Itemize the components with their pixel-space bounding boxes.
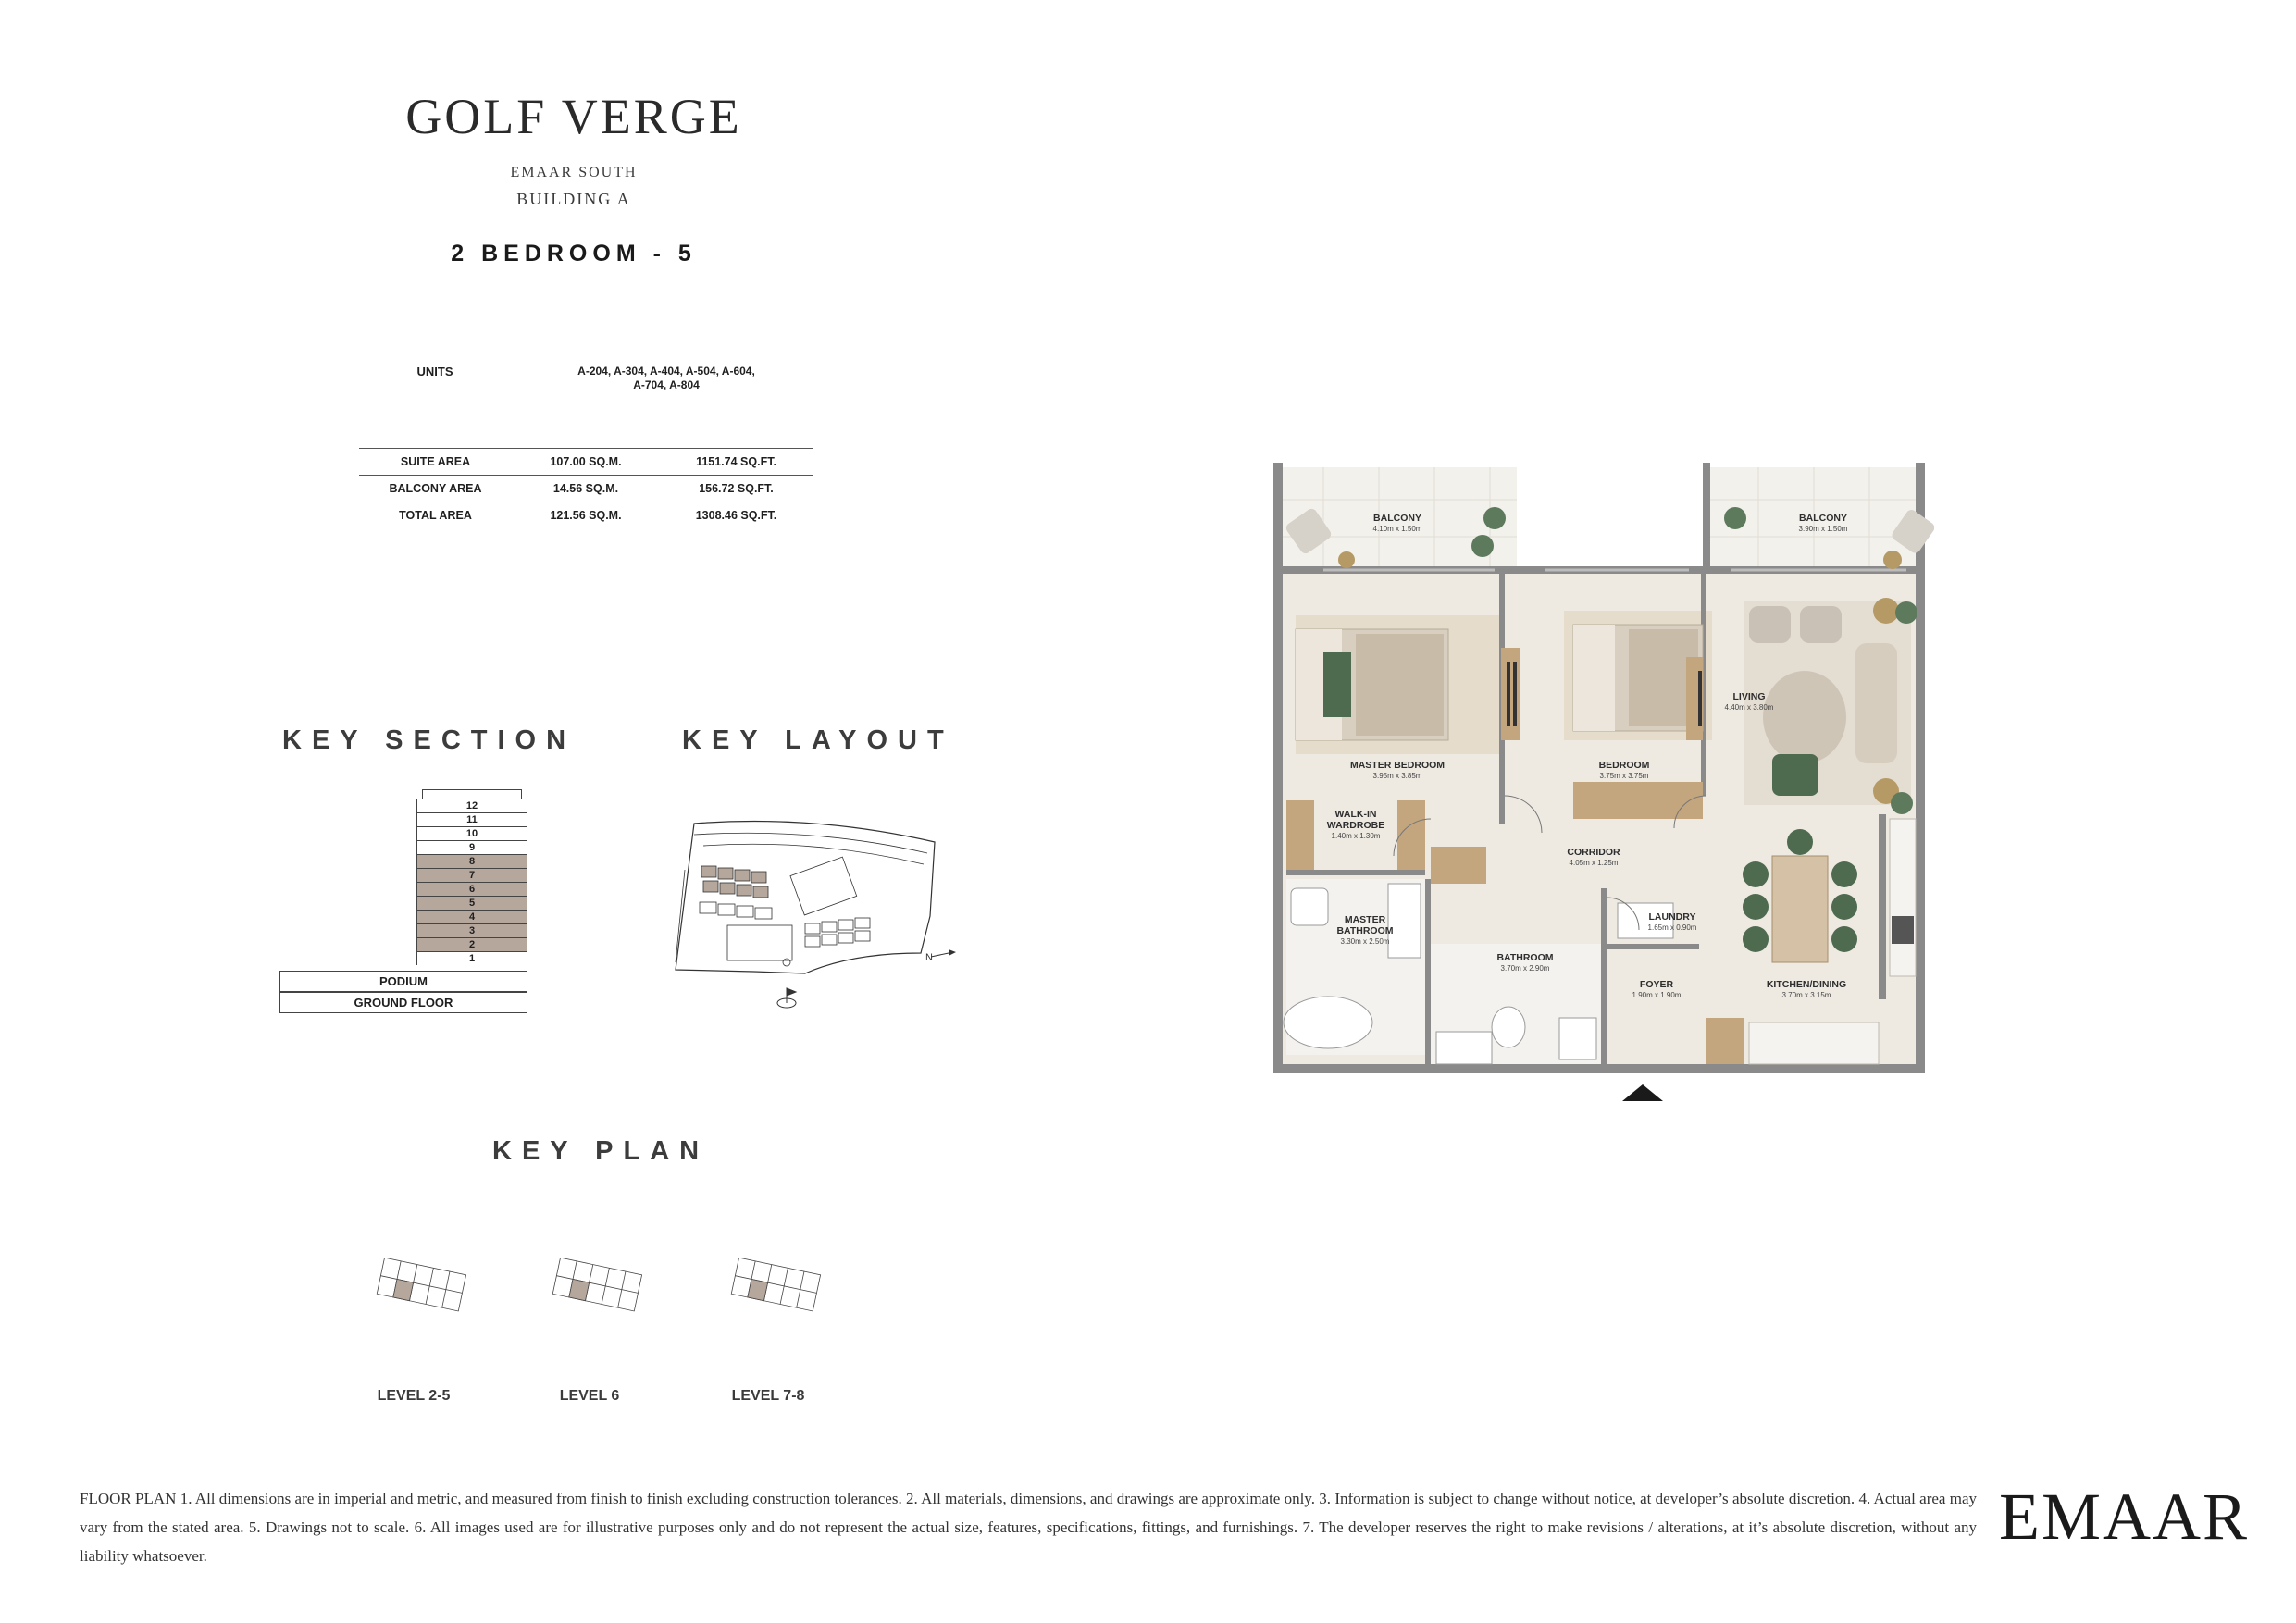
floor-level-row: 11 <box>416 812 527 826</box>
master-bathroom-label: BATHROOM <box>1336 925 1394 936</box>
key-section-heading: KEY SECTION <box>282 725 577 755</box>
ground-floor-row: GROUND FLOOR <box>279 992 527 1013</box>
floor-plan <box>1268 463 1934 1110</box>
laundry-label: LAUNDRY <box>1648 911 1696 923</box>
floor-level-row: 10 <box>416 826 527 840</box>
table-row <box>359 476 813 502</box>
north-arrow <box>925 949 956 963</box>
floor-level-row: 2 <box>416 937 527 951</box>
key-plan-heading: KEY PLAN <box>492 1136 710 1166</box>
master-bed <box>1296 629 1448 740</box>
master-bathroom-dim: 3.30m x 2.50m <box>1340 937 1390 946</box>
toilet-master <box>1291 888 1328 925</box>
area-label: SUITE AREA <box>359 449 512 476</box>
bathroom-dim: 3.70m x 2.90m <box>1500 964 1550 973</box>
level-label: LEVEL 7-8 <box>731 1388 805 1404</box>
floor-level-row: 8 <box>416 854 527 868</box>
key-plan-thumb-level-6 <box>546 1258 648 1314</box>
area-sqft: 1308.46 SQ.FT. <box>660 502 813 529</box>
cooktop <box>1892 916 1914 944</box>
key-layout-site-plan <box>666 814 962 1018</box>
building-label: BUILDING A <box>516 190 631 208</box>
area-label: BALCONY AREA <box>359 476 512 502</box>
bedroom-label: BEDROOM <box>1598 760 1650 771</box>
kitchen-counter <box>1890 819 1916 976</box>
area-table <box>359 448 813 528</box>
emaar-logo: EMAAR <box>1999 1480 2250 1554</box>
bedroom-bed <box>1573 625 1703 731</box>
area-sqft: 1151.74 SQ.FT. <box>660 449 813 476</box>
floor-level-row: 1 <box>416 951 527 965</box>
foyer-dim: 1.90m x 1.90m <box>1632 991 1682 999</box>
floor-level-row: 6 <box>416 882 527 896</box>
vanity-master <box>1388 884 1421 958</box>
level-label: LEVEL 6 <box>559 1388 620 1404</box>
bathtub <box>1284 997 1372 1048</box>
living-dim: 4.40m x 3.80m <box>1724 703 1774 712</box>
location-label: EMAAR SOUTH <box>510 165 638 180</box>
floor-level-row: 4 <box>416 910 527 923</box>
entrance-arrow-icon <box>1622 1084 1663 1101</box>
kitchen-dining-label: KITCHEN/DINING <box>1766 979 1847 990</box>
vanity-bathroom <box>1559 1018 1596 1059</box>
units-list-line: A-704, A-804 <box>633 378 700 391</box>
shower <box>1436 1032 1492 1064</box>
area-sqm: 121.56 SQ.M. <box>512 502 660 529</box>
area-sqm: 14.56 SQ.M. <box>512 476 660 502</box>
walk-in-dim: 1.40m x 1.30m <box>1331 832 1381 840</box>
master-bedroom-dim: 3.95m x 3.85m <box>1372 772 1422 780</box>
bathroom-label: BATHROOM <box>1496 952 1554 963</box>
balcony-right-dim: 3.90m x 1.50m <box>1798 525 1848 533</box>
bedroom-dim: 3.75m x 3.75m <box>1599 772 1649 780</box>
disclaimer-text: FLOOR PLAN 1. All dimensions are in imperial and metric, and measured from finish to finish excluding construction tolerances. 2. All materials, dimensions, and drawings are approximate only. 3. Information is subject to change without notice, at developer’s absolute discretion. 4. Actual area may vary from the stated area. 5. Drawings not to scale. 6. All images used are for illustrative purposes only and do not represent the actual size, features, specifications, fittings, and furnishings. 7. The developer reserves the right to make revisions / alterations, at it’s absolute discretion, without any liability whatsoever. <box>80 1490 1977 1565</box>
balcony-right-label: BALCONY <box>1799 513 1847 524</box>
key-layout-heading: KEY LAYOUT <box>682 725 954 755</box>
laundry-dim: 1.65m x 0.90m <box>1647 923 1697 932</box>
golf-verge-logo: GOLF VERGE <box>405 89 742 144</box>
area-sqm: 107.00 SQ.M. <box>512 449 660 476</box>
master-bedroom-label: MASTER BEDROOM <box>1349 760 1446 771</box>
floor-level-row: 12 <box>416 799 527 812</box>
table-row <box>359 449 813 476</box>
kitchen-dining-dim: 3.70m x 3.15m <box>1781 991 1831 999</box>
walk-in-label: WALK-IN <box>1334 809 1377 820</box>
table-row <box>359 502 813 529</box>
toilet-bathroom <box>1492 1007 1525 1047</box>
key-plan-thumb-level-2-5 <box>370 1258 472 1314</box>
balcony-left-dim: 4.10m x 1.50m <box>1372 525 1422 533</box>
floor-level-row: 5 <box>416 896 527 910</box>
unit-type-title: 2 BEDROOM - 5 <box>451 241 697 266</box>
flag-marker <box>777 988 796 1008</box>
floor-level-row: 3 <box>416 923 527 937</box>
key-plan-thumb-level-7-8 <box>725 1258 826 1314</box>
units-label: UNITS <box>416 365 453 378</box>
north-label: N <box>925 952 933 963</box>
walk-in-label: WARDROBE <box>1326 820 1385 831</box>
area-sqft: 156.72 SQ.FT. <box>660 476 813 502</box>
corridor-label: CORRIDOR <box>1567 847 1620 858</box>
corridor-dim: 4.05m x 1.25m <box>1569 859 1619 867</box>
living-label: LIVING <box>1732 691 1766 702</box>
units-list-line: A-204, A-304, A-404, A-504, A-604, <box>577 365 755 378</box>
kitchen-lower-counter <box>1749 1022 1879 1064</box>
podium-row: PODIUM <box>279 971 527 992</box>
balcony-left-label: BALCONY <box>1373 513 1421 524</box>
units-list <box>546 365 787 392</box>
foyer-label: FOYER <box>1639 979 1674 990</box>
floor-level-row: 9 <box>416 840 527 854</box>
building-roof <box>422 789 522 799</box>
floor-level-row: 7 <box>416 868 527 882</box>
level-label: LEVEL 2-5 <box>377 1388 451 1404</box>
master-bathroom-label: MASTER <box>1344 914 1386 925</box>
area-label: TOTAL AREA <box>359 502 512 529</box>
